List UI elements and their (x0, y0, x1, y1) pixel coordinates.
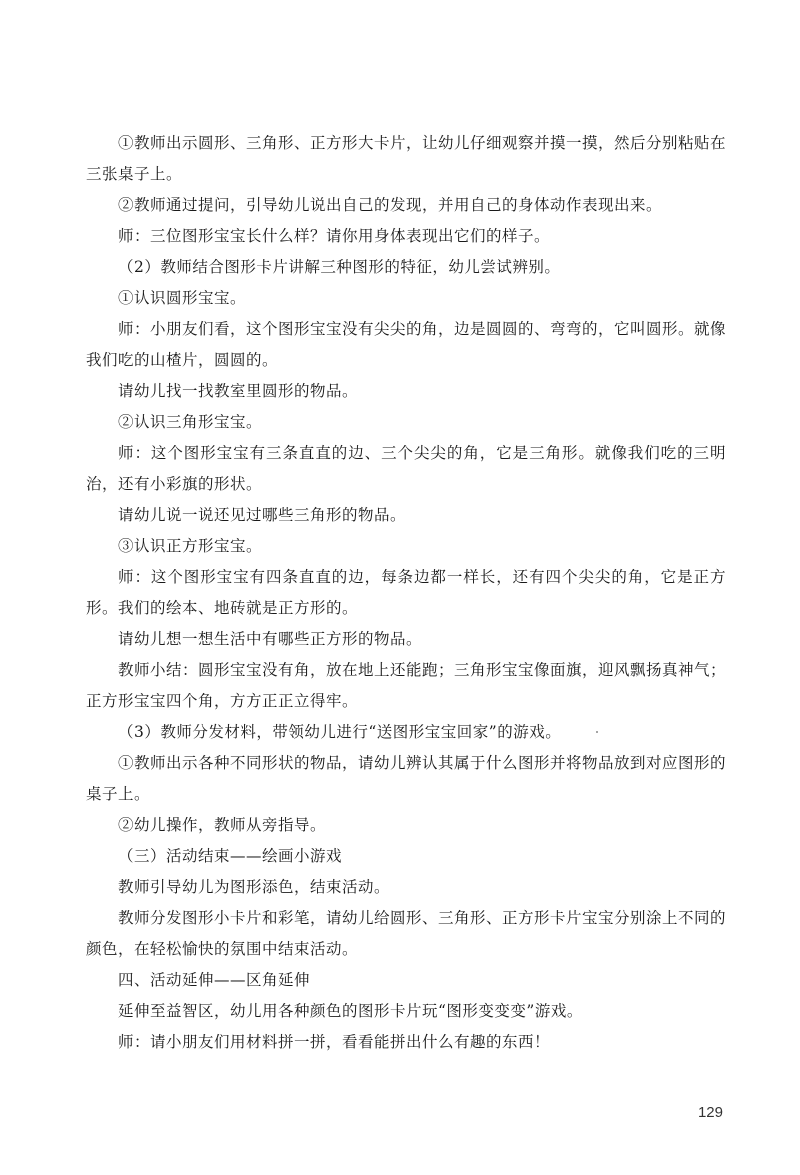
paragraph: ②幼儿操作，教师从旁指导。 (118, 816, 327, 834)
section-heading: （3）教师分发材料，带领幼儿进行“送图形宝宝回家”的游戏。 (118, 723, 562, 741)
sub-heading: ③认识正方形宝宝。 (118, 537, 263, 555)
paragraph: 请幼儿说一说还见过哪些三角形的物品。 (118, 506, 407, 524)
paragraph: 师：三位图形宝宝长什么样？请你用身体表现出它们的样子。 (118, 227, 551, 245)
paragraph: 请幼儿找一找教室里圆形的物品。 (118, 382, 359, 400)
sub-heading: ①认识圆形宝宝。 (118, 289, 247, 307)
sub-heading: ②认识三角形宝宝。 (118, 413, 263, 431)
paragraph: 延伸至益智区，幼儿用各种颜色的图形卡片玩“图形变变变”游戏。 (118, 1002, 583, 1020)
paragraph: 教师分发图形小卡片和彩笔，请幼儿给圆形、三角形、正方形卡片宝宝分别涂上不同的颜色，在轻松愉快的氛围中结束活动。 (86, 909, 727, 958)
paragraph: 师：这个图形宝宝有四条直直的边，每条边都一样长，还有四个尖尖的角，它是正方形。我们的绘本、地砖就是正方形的。 (86, 568, 726, 617)
page-number: 129 (697, 1104, 723, 1121)
paragraph: 师：小朋友们看，这个图形宝宝没有尖尖的角，边是圆圆的、弯弯的，它叫圆形。就像我们吃的山楂片，圆圆的。 (86, 320, 727, 369)
paragraph: ②教师通过提问，引导幼儿说出自己的发现，并用自己的身体动作表现出来。 (118, 196, 663, 214)
paragraph: 请幼儿想一想生活中有哪些正方形的物品。 (118, 630, 423, 648)
scan-speck (596, 731, 598, 733)
paragraph: 师：请小朋友们用材料拼一拼，看看能拼出什么有趣的东西！ (118, 1033, 551, 1051)
paragraph: ①教师出示各种不同形状的物品，请幼儿辨认其属于什么图形并将物品放到对应图形的桌子上。 (86, 754, 727, 803)
section-heading: （三）活动结束——绘画小游戏 (118, 847, 343, 865)
paragraph: 师：这个图形宝宝有三条直直的边、三个尖尖的角，它是三角形。就像我们吃的三明治，还有小彩旗的形状。 (86, 444, 726, 493)
page-body (86, 128, 726, 1058)
section-heading: （2）教师结合图形卡片讲解三种图形的特征，幼儿尝试辨别。 (118, 258, 561, 276)
paragraph: ①教师出示圆形、三角形、正方形大卡片，让幼儿仔细观察并摸一摸，然后分别粘贴在三张桌子上。 (86, 134, 727, 183)
summary-paragraph: 教师小结：圆形宝宝没有角，放在地上还能跑；三角形宝宝像面旗，迎风飘扬真神气；正方形宝宝四个角，方方正正立得牢。 (86, 661, 727, 710)
section-heading: 四、活动延伸——区角延伸 (118, 971, 311, 989)
paragraph: 教师引导幼儿为图形添色，结束活动。 (118, 878, 391, 896)
